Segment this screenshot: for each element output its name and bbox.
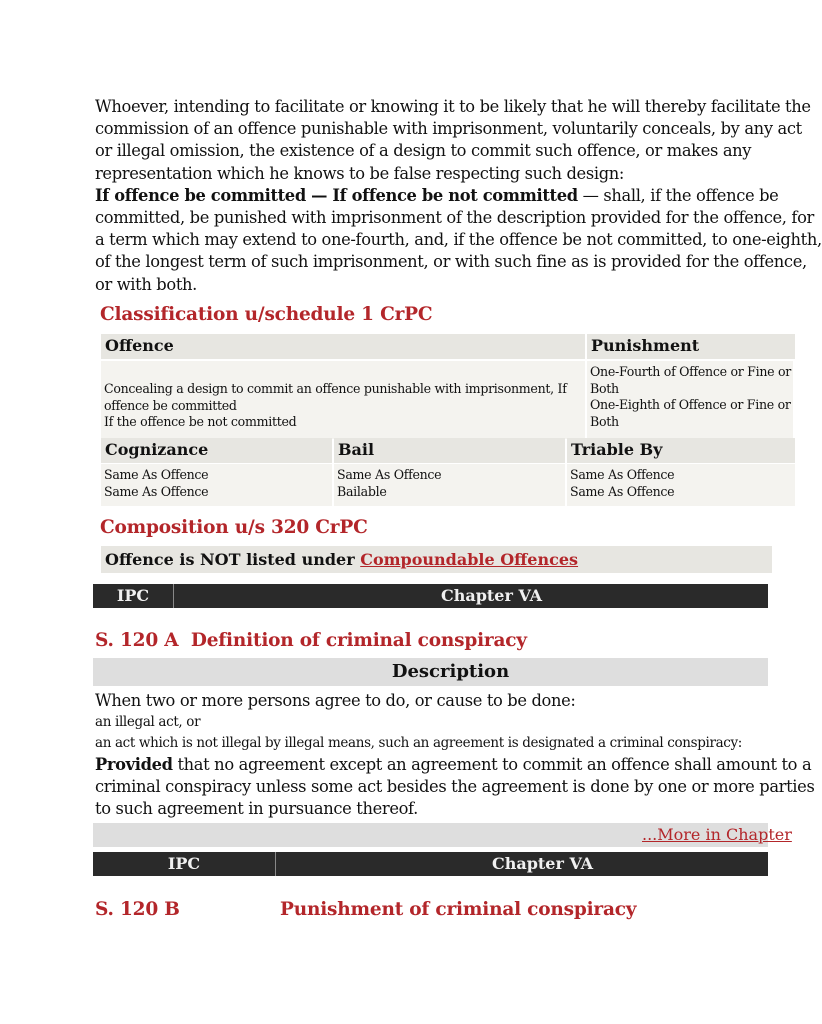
section-title: Definition of criminal conspiracy (190, 630, 527, 651)
composition-row (101, 546, 772, 573)
intro-line: committed, be punished with imprisonment of the description provided for the offence, for (95, 208, 814, 228)
intro-line: or with both. (95, 274, 197, 294)
compoundable-offences-link[interactable]: Compoundable Offences (360, 550, 579, 569)
body-line: criminal conspiracy unless some act besides the agreement is done by one or more parties (95, 777, 815, 796)
bail-text: Bailable (337, 483, 387, 499)
more-bar (93, 823, 792, 847)
more-in-chapter-link[interactable]: ...More in Chapter (642, 825, 792, 844)
intro-line: Whoever, intending to facilitate or knowing it to be likely that he will thereby facilitate the (95, 97, 811, 116)
description-header (93, 658, 768, 686)
chapter-bar (93, 584, 768, 608)
triable-header: Triable By (567, 438, 795, 463)
offence-cell (101, 361, 585, 439)
composition-text: Offence is NOT listed under (105, 550, 361, 569)
intro-line: or illegal omission, the existence of a design to commit such offence, or makes any (95, 141, 752, 161)
ipc-label: IPC (167, 854, 201, 873)
bail-text: Same As Offence (337, 467, 442, 482)
intro-line: representation which he knows to be false respecting such design: (95, 163, 625, 183)
triable-text: Same As Offence (570, 467, 675, 482)
cognizance-text: Same As Offence (104, 467, 209, 482)
chapter-label: Chapter VA (173, 584, 809, 608)
list-item: an act which is not illegal by illegal means, such an agreement is designated a criminal conspiracy: (95, 735, 742, 751)
intro-line: of the longest term of such imprisonment, or with such fine as is provided for the offence, (95, 252, 807, 272)
offence-text: If the offence be not committed (104, 414, 297, 429)
punishment-text: Both (590, 380, 619, 396)
triable-text: Same As Offence (570, 483, 675, 499)
provided-label: Provided (95, 755, 173, 774)
punishment-header: Punishment (587, 334, 795, 359)
chapter-bar (93, 852, 768, 876)
section-120b-number: S. 120 B (95, 899, 180, 920)
punishment-text: One-Fourth of Offence or Fine or (590, 364, 791, 379)
section-120a-body (95, 690, 814, 820)
intro-line: a term which may extend to one-fourth, and, if the offence be not committed, to one-eighth, (95, 230, 822, 250)
body-line: When two or more persons agree to do, or cause to be done: (95, 691, 576, 710)
triable-cell (567, 464, 795, 506)
section-number: S. 120 A (95, 630, 179, 651)
chapter-label: Chapter VA (275, 852, 809, 876)
bail-cell (334, 464, 565, 506)
condition-lead: If offence be committed — If offence be not committed (95, 185, 578, 205)
section-120b-title: Punishment of criminal conspiracy (280, 899, 637, 920)
offence-text: Concealing a design to commit an offence punishable with imprisonment, If (104, 381, 567, 396)
cognizance-header: Cognizance (101, 438, 332, 463)
offence-text: offence be committed (104, 397, 237, 413)
list-item: an illegal act, or (95, 714, 201, 730)
body-line: to such agreement in pursuance thereof. (95, 799, 418, 818)
description-label: Description (391, 661, 510, 682)
bail-header: Bail (334, 438, 565, 463)
offence-header: Offence (101, 334, 585, 359)
ipc-label: IPC (116, 586, 150, 605)
intro-line (95, 185, 822, 207)
punishment-text: Both (590, 413, 619, 429)
composition-heading: Composition u/s 320 CrPC (100, 517, 368, 538)
classification-heading: Classification u/schedule 1 CrPC (100, 304, 433, 325)
cognizance-text: Same As Offence (104, 483, 209, 499)
provided-text: that no agreement except an agreement to commit an offence shall amount to a (172, 755, 812, 774)
body-line (95, 754, 814, 776)
intro-line: commission of an offence punishable with imprisonment, voluntarily conceals, by any act (95, 119, 802, 139)
section-120a-heading (95, 630, 527, 651)
punishment-text: One-Eighth of Offence or Fine or (590, 397, 791, 412)
intro-paragraph (95, 96, 822, 296)
intro-line-rest: — shall, if the offence be (577, 185, 779, 205)
punishment-cell (587, 361, 793, 439)
cognizance-cell (101, 464, 332, 506)
